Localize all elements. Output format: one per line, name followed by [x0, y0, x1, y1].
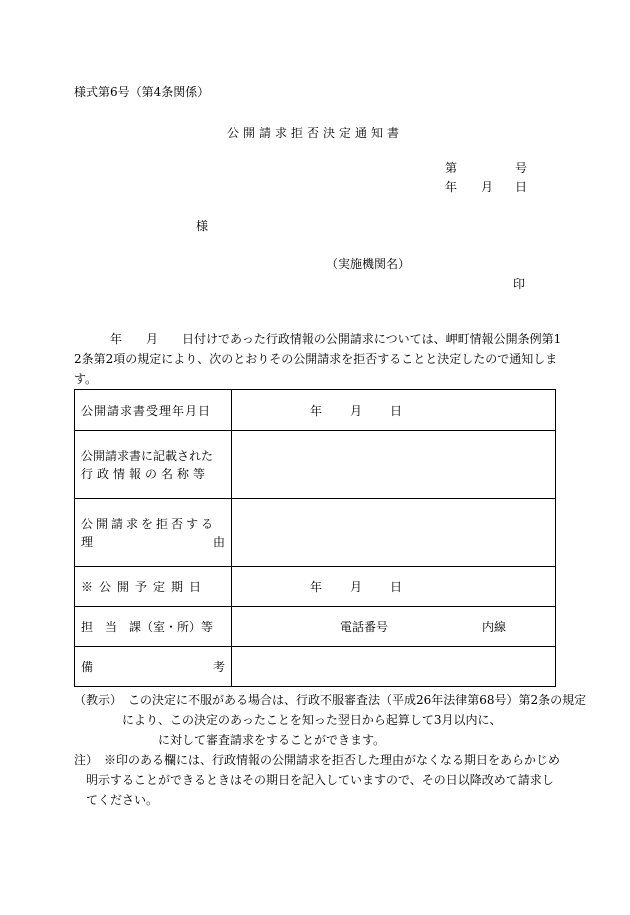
footnotes	[74, 690, 587, 810]
date-day: 日	[515, 180, 528, 194]
scheduled-date-label	[75, 567, 232, 607]
decision-table	[74, 389, 556, 687]
label-char: 考	[212, 660, 225, 674]
instruction-line: （教示） この決定に不服がある場合は、行政不服審査法（平成26年法律第68号）第2条の規定	[74, 693, 587, 707]
scheduled-date-field[interactable]	[232, 567, 556, 607]
body-line: 年 月 日付けであった行政情報の公開請求については、岬町情報公開条例第1	[74, 332, 562, 346]
seal-mark: 印	[513, 277, 526, 291]
note-line: 明示することができるときはその期日を記入していますので、その日以降改めて請求し	[74, 773, 554, 787]
instruction-line: により、この決定のあったことを知った翌日から起算して3月以内に、	[74, 713, 502, 727]
label-char: 由	[212, 534, 225, 549]
refusal-reason-label	[75, 499, 232, 567]
receipt-date-label	[75, 390, 232, 431]
body-line: す。	[74, 372, 98, 386]
label-text: 担 当 課（室・所）等	[81, 620, 214, 634]
document-name-field[interactable]	[232, 431, 556, 499]
department-label	[75, 607, 232, 647]
department-field[interactable]	[232, 607, 556, 647]
issuer-name: （実施機関名）	[326, 257, 411, 271]
year-label: 年	[310, 580, 323, 594]
day-label: 日	[390, 580, 403, 594]
table-row	[75, 499, 556, 567]
remarks-label	[75, 647, 232, 687]
note-line: てください。	[74, 793, 159, 807]
month-label: 月	[350, 403, 363, 418]
number-suffix: 号	[515, 161, 528, 175]
refusal-reason-field[interactable]	[232, 499, 556, 567]
notice-body	[74, 329, 562, 389]
document-name-label	[75, 431, 232, 499]
form-number: 様式第6号（第4条関係）	[74, 85, 210, 99]
year-label: 年	[310, 403, 323, 418]
addressee-suffix: 様	[196, 219, 209, 233]
remarks-field[interactable]	[232, 647, 556, 687]
extension-label: 内線	[482, 620, 507, 634]
label-line: 公開請求書に記載された	[81, 448, 214, 463]
receipt-date-field[interactable]	[232, 390, 556, 431]
label-text: 公開請求書受理年月日	[81, 403, 212, 418]
day-label: 日	[390, 403, 403, 418]
number-prefix: 第	[445, 161, 458, 175]
body-line: 2条第2項の規定により、次のとおりその公開請求を拒否することと決定したので通知しま	[74, 352, 558, 366]
document-title: 公開請求拒否決定通知書	[226, 126, 403, 140]
date-year: 年	[445, 180, 458, 194]
table-row	[75, 607, 556, 647]
table-row	[75, 431, 556, 499]
label-text: ※公開予定期日	[81, 580, 208, 594]
label-line: 行政情報の名称等	[81, 466, 210, 481]
label-char: 備	[81, 660, 94, 674]
label-line: 公開請求を拒否する	[81, 516, 217, 531]
table-row	[75, 567, 556, 607]
table-row	[75, 647, 556, 687]
label-char: 理	[81, 534, 94, 549]
instruction-line: に対して審査請求をすることができます。	[74, 733, 386, 747]
date-month: 月	[481, 180, 494, 194]
month-label: 月	[350, 580, 363, 594]
phone-label: 電話番号	[340, 620, 389, 634]
table-row	[75, 390, 556, 431]
note-line: 注） ※印のある欄には、行政情報の公開請求を拒否した理由がなくなる期日をあらかじめ	[74, 753, 561, 767]
